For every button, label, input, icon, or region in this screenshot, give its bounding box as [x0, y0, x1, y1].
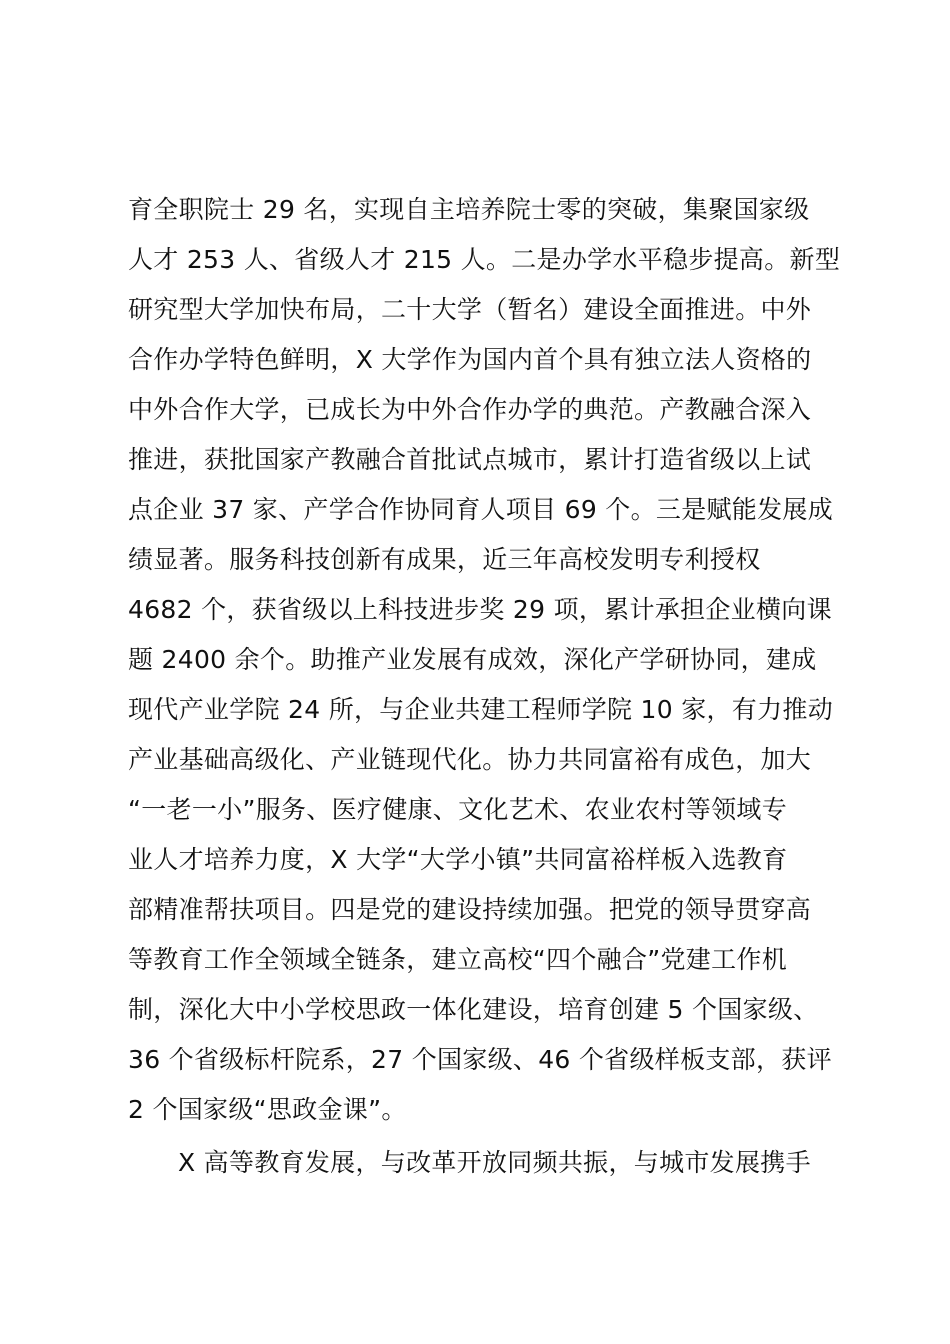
text-line: 业人才培养力度，X 大学“大学小镇”共同富裕样板入选教育: [128, 845, 788, 874]
text-line: “一老一小”服务、医疗健康、文化艺术、农业农村等领域专: [128, 795, 788, 824]
body-text: [128, 185, 850, 1188]
text-line: 点企业 37 家、产学合作协同育人项目 69 个。三是赋能发展成: [128, 495, 834, 524]
text-line: 推进，获批国家产教融合首批试点城市，累计打造省级以上试: [128, 445, 812, 474]
text-line: 部精准帮扶项目。四是党的建设持续加强。把党的领导贯穿高: [128, 895, 812, 924]
text-line: 等教育工作全领域全链条，建立高校“四个融合”党建工作机: [128, 945, 788, 974]
text-line: 制，深化大中小学校思政一体化建设，培育创建 5 个国家级、: [128, 995, 819, 1024]
text-line: 中外合作大学，已成长为中外合作办学的典范。产教融合深入: [128, 395, 812, 424]
text-line: 合作办学特色鲜明，X 大学作为国内首个具有独立法人资格的: [128, 345, 812, 374]
text-line: 4682 个，获省级以上科技进步奖 29 项，累计承担企业横向课: [128, 595, 832, 624]
text-line: 绩显著。服务科技创新有成果，近三年高校发明专利授权: [128, 545, 761, 574]
paragraph-start-line: X 高等教育发展，与改革开放同频共振，与城市发展携手: [178, 1148, 811, 1177]
text-line: 产业基础高级化、产业链现代化。协力共同富裕有成色，加大: [128, 745, 812, 774]
text-line: 人才 253 人、省级人才 215 人。二是办学水平稳步提高。新型: [128, 245, 841, 274]
text-line: 育全职院士 29 名，实现自主培养院士零的突破，集聚国家级: [128, 195, 810, 224]
text-line: 题 2400 余个。助推产业发展有成效，深化产学研协同，建成: [128, 645, 817, 674]
text-line: 36 个省级标杆院系，27 个国家级、46 个省级样板支部，获评: [128, 1045, 832, 1074]
text-line: 现代产业学院 24 所，与企业共建工程师学院 10 家，有力推动: [128, 695, 834, 724]
text-line: 研究型大学加快布局，二十大学（暂名）建设全面推进。中外: [128, 295, 812, 324]
text-line: 2 个国家级“思政金课”。: [128, 1095, 407, 1124]
